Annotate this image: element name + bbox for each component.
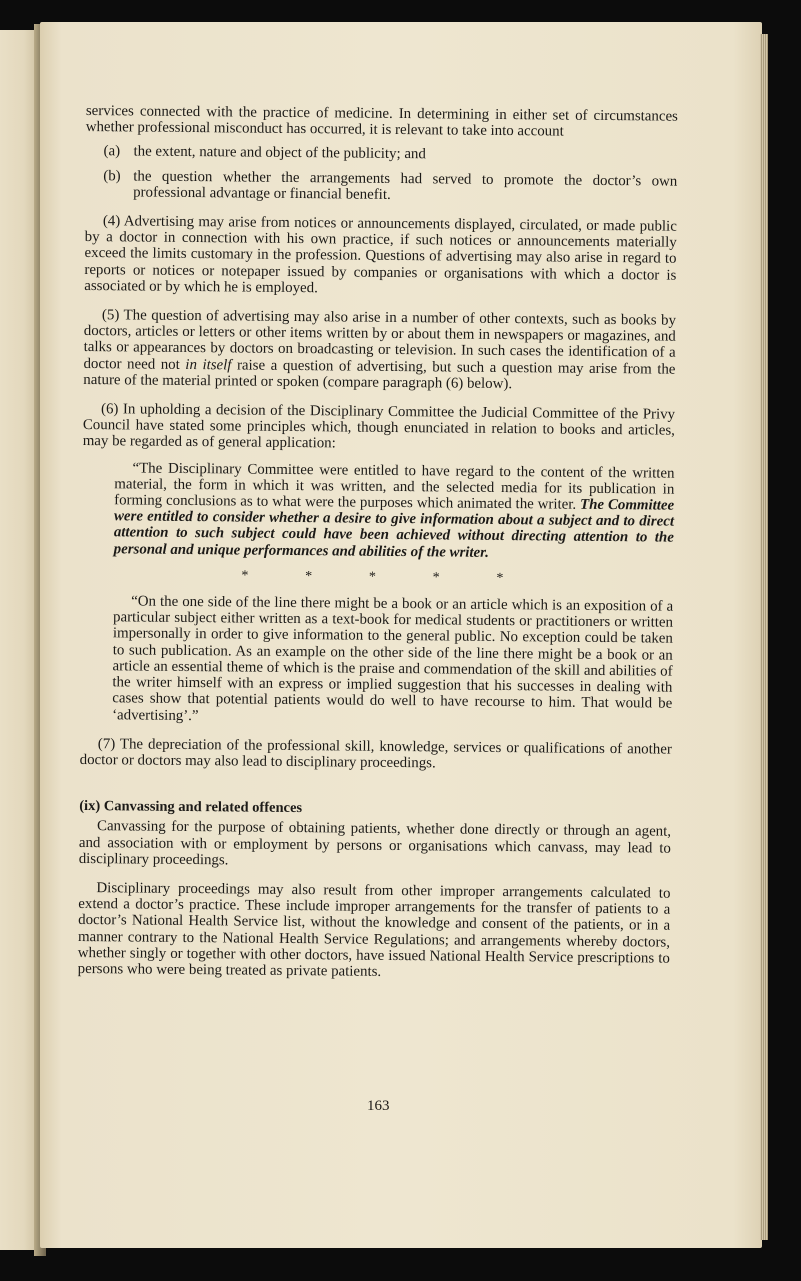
asterisk: * — [496, 570, 504, 586]
block-quote-1-emphasis: The Committee were entitled to consider whether a desire to give information about a subject and to direct attention to such subject could have been achieved without directing attention to the personal and unique performances and abilities of the writer. — [113, 496, 675, 561]
list-item-label: (a) — [103, 143, 121, 160]
paragraph-5-text-end: raise a question of advertising, but such a question may arise from the nature of the material printed or spoken (compare paragraph (6) below). — [83, 357, 676, 392]
block-quote-1 — [114, 460, 675, 563]
paragraph-4: (4) Advertising may arise from notices or announcements displayed, circulated, or made public by a doctor in connection with his own practice, if such notices or announcements materially exceed the limits customary in the profession. Questions of advertising may also arise in regard to reports or notices or notepaper issued by companies or organisations with which a doctor is associated or by which he is employed. — [84, 213, 677, 297]
paragraph-7: (7) The depreciation of the professional skill, knowledge, services or qualifications of another doctor or doctors may also lead to disciplinary proceedings. — [79, 735, 672, 772]
paragraph-5-text: (5) The question of advertising may also arise in a number of other contexts, such as books by doctors, articles or letters or other items written by or about them in newspapers or magazines, and talks or appearances by doctors on broadcasting or television. In such cases the identification of a doctor need not — [83, 307, 677, 373]
paragraph-5-emphasis: in itself — [185, 356, 232, 374]
list-item-label: (b) — [103, 167, 121, 184]
list-item — [85, 168, 677, 206]
paragraph-5 — [83, 307, 676, 394]
paragraph-6: (6) In upholding a decision of the Disciplinary Committee the Judicial Committee of the Privy Council have stated some principles which, though enunciated in relation to books and articles, may be regarded as of general application: — [82, 401, 676, 452]
asterisk: * — [241, 568, 249, 584]
asterisk: * — [368, 569, 377, 585]
list-item — [85, 143, 677, 165]
asterisk-separator — [241, 568, 503, 587]
asterisk: * — [432, 570, 440, 586]
page-stack-edge — [760, 34, 768, 1240]
improper-arrangements-paragraph: Disciplinary proceedings may also result from other improper arrangements calculated to extend a doctor’s practice. These include improper arrangements for the transfer of patients to a doctor’s National Health Service list, without the knowledge and consent of the patients, or in a manner contrary to the National Health Service Regulations; and arrangements whereby doctors, whether singly or together with other doctors, have issued National Health Service prescriptions to persons who were being treated as private patients. — [77, 880, 671, 980]
intro-paragraph: services connected with the practice of medicine. In determining in either set of circumstances whether professional misconduct has occurred, it is relevant to take into account — [85, 103, 678, 140]
asterisk: * — [305, 569, 313, 585]
block-quote-1-text: “The Disciplinary Committee were entitled to have regard to the content of the written material, the form in which it was written, and the selected media for its publication in forming conclusions as to what were the purposes which animated the writer. — [114, 460, 675, 513]
page-text — [78, 103, 678, 983]
canvassing-paragraph: Canvassing for the purpose of obtaining patients, whether done directly or through an agent, and association with or employment by persons or organisations which canvass, may lead to disciplinary proceedings. — [78, 818, 672, 869]
list-item-text: the extent, nature and object of the publicity; and — [133, 143, 426, 163]
list-item-text: the question whether the arrangements had served to promote the doctor’s own professional advantage or financial benefit. — [133, 168, 678, 203]
section-heading: (ix) Canvassing and related offences — [79, 798, 303, 817]
block-quote-2: “On the one side of the line there might be a book or an article which is an exposition of a particular subject either written as a text-book for medical students or practitioners or written impersonally in order to give information to the general public. No exception could be taken to such publication. As an example on the other side of the line there might be a book or an article an essential theme of which is the praise and commendation of the skill and abilities of the writer himself with an express or implied suggestion that his successes in dealing with cases show that potential patients would do well to have recourse to him. That would be ‘advertising’.” — [112, 593, 674, 724]
page-number: 163 — [367, 1098, 390, 1114]
